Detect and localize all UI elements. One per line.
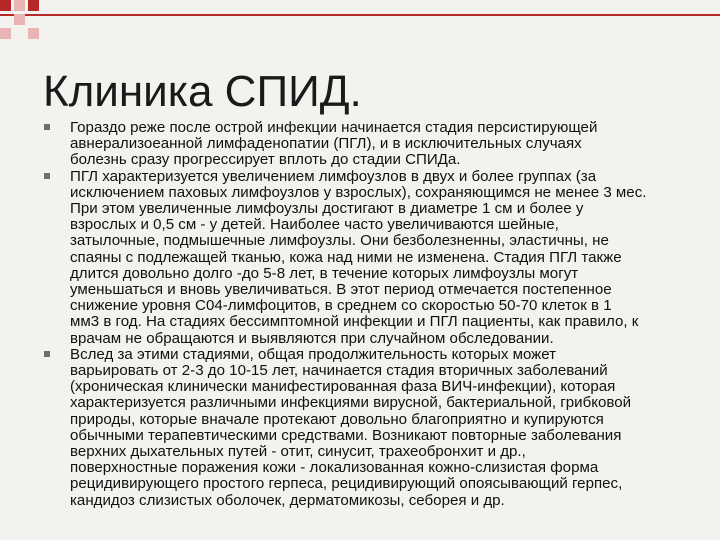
deco-square xyxy=(14,14,25,25)
text-line: длится довольно долго -до 5-8 лет, в течение которых лимфоузлы могут xyxy=(70,264,579,282)
text-line: (хроническая клинически манифестированная фаза ВИЧ-инфекции), которая xyxy=(70,378,616,396)
text-line: верхних дыхательных путей - отит, синусит, трахеобронхит и др., xyxy=(70,443,526,461)
text-line: Гораздо реже после острой инфекции начинается стадия персистирующей xyxy=(70,119,598,136)
bullet-square-icon xyxy=(44,173,50,179)
bullet-item xyxy=(44,169,684,347)
text-line: поверхностные поражения кожи - локализованная кожно-слизистая форма xyxy=(70,459,599,477)
deco-square xyxy=(0,28,11,39)
text-line: болезнь сразу прогрессирует вплоть до стадии СПИДа. xyxy=(70,151,461,169)
text-line: авнерализоеанной лимфаденопатии (ПГЛ), и в исключительных случаях xyxy=(70,135,582,153)
bullet-square-icon xyxy=(44,124,50,130)
text-line: врачам не обращаются и выявляются при случайном обследовании. xyxy=(70,329,554,347)
deco-square xyxy=(14,0,25,11)
text-line: рецидивирующего простого герпеса, рецидивирующий опоясывающий герпес, xyxy=(70,475,623,493)
slide-title: Клиника СПИД. xyxy=(43,67,362,116)
text-line: ПГЛ характеризуется увеличением лимфоузлов в двух и более группах (за xyxy=(70,167,597,185)
text-line: снижение уровня С04-лимфоцитов, в среднем со скоростью 50-70 клеток в 1 xyxy=(70,297,612,315)
deco-square xyxy=(28,28,39,39)
accent-line xyxy=(0,14,720,16)
bullet-item xyxy=(44,120,684,169)
text-line: взрослых и 0,5 см - у детей. Наиболее часто увеличиваются шейные, xyxy=(70,216,559,234)
text-line: уменьшаться и вновь увеличиваться. В этот период отмечается постепенное xyxy=(70,281,612,299)
text-line: спаяны с подлежащей тканью, кожа над ними не изменена. Стадия ПГЛ также xyxy=(70,248,622,266)
text-line: природы, которые вначале протекают довольно благоприятно и купируются xyxy=(70,410,604,428)
text-line: кандидоз слизистых оболочек, дерматомикозы, себорея и др. xyxy=(70,491,505,509)
text-line: обычными терапевтическими средствами. Возникают повторные заболевания xyxy=(70,426,622,444)
bullet-item xyxy=(44,347,684,509)
text-line: затылочные, подмышечные лимфоузлы. Они безболезненны, эластичны, не xyxy=(70,232,609,250)
decorative-header xyxy=(0,0,720,40)
text-line: варьировать от 2-3 до 10-15 лет, начинается стадия вторичных заболеваний xyxy=(70,362,608,380)
text-line: характеризуется различными инфекциями вирусной, бактериальной, грибковой xyxy=(70,394,632,412)
text-line: исключением паховых лимфоузлов у взрослых), сохраняющимся не менее 3 мес. xyxy=(70,183,647,201)
text-line: При этом увеличенные лимфоузлы достигают в диаметре 1 см и более у xyxy=(70,200,584,218)
bullet-list xyxy=(44,120,684,509)
text-line: Вслед за этими стадиями, общая продолжительность которых может xyxy=(70,345,557,363)
bullet-square-icon xyxy=(44,351,50,357)
deco-square xyxy=(28,0,39,11)
text-line: мм3 в год. На стадиях бессимптомной инфекции и ПГЛ пациенты, как правило, к xyxy=(70,313,639,331)
deco-square xyxy=(0,0,11,11)
